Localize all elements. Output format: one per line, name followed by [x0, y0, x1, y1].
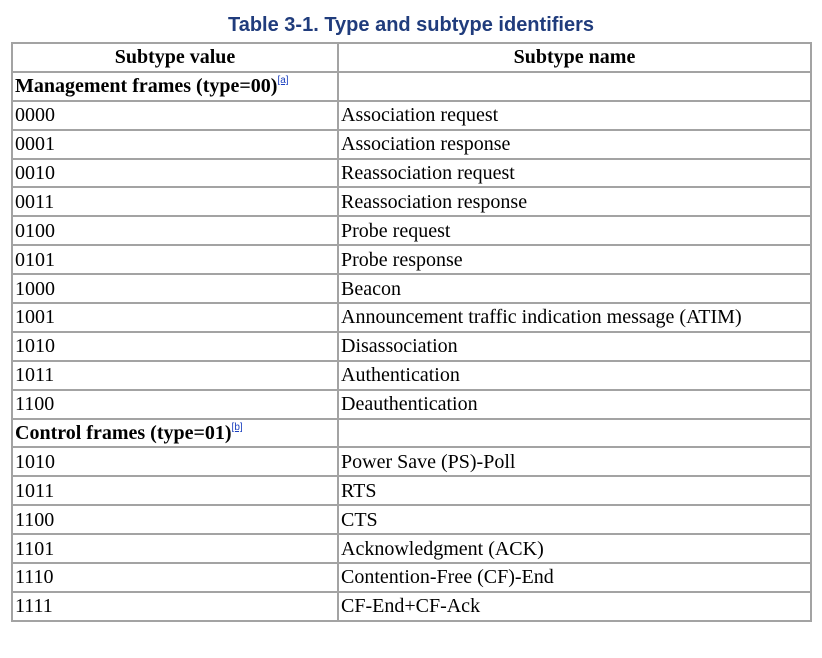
- subtype-name-cell: Announcement traffic indication message (ATIM): [338, 303, 811, 332]
- table-row: [12, 447, 811, 476]
- subtype-name-cell: Association request: [338, 101, 811, 130]
- subtype-name-cell: Reassociation response: [338, 187, 811, 216]
- subtype-value-cell: 1101: [12, 534, 338, 563]
- section-row-management: [12, 72, 811, 101]
- footnote-link[interactable]: [b]: [231, 422, 243, 434]
- subtype-name-cell: Probe request: [338, 216, 811, 245]
- table-row: [12, 390, 811, 419]
- subtype-value-cell: 0011: [12, 187, 338, 216]
- section-title-text: Management frames (type=00): [15, 75, 278, 98]
- subtype-name-cell: CF-End+CF-Ack: [338, 592, 811, 621]
- subtype-value-cell: 1111: [12, 592, 338, 621]
- subtype-name-cell: Reassociation request: [338, 159, 811, 188]
- table-row: [12, 563, 811, 592]
- subtype-name-cell: Acknowledgment (ACK): [338, 534, 811, 563]
- subtype-name-cell: Power Save (PS)-Poll: [338, 447, 811, 476]
- subtype-value-cell: 1011: [12, 361, 338, 390]
- table-row: [12, 130, 811, 159]
- footnote-link[interactable]: [a]: [277, 75, 289, 87]
- subtype-value-cell: 1001: [12, 303, 338, 332]
- table-row: [12, 592, 811, 621]
- subtype-name-cell: Disassociation: [338, 332, 811, 361]
- table-row: [12, 187, 811, 216]
- section-row-control: [12, 419, 811, 448]
- subtype-table: [11, 42, 812, 622]
- subtype-value-cell: 0001: [12, 130, 338, 159]
- table-row: [12, 505, 811, 534]
- section-empty-cell: [338, 72, 811, 101]
- table-row: [12, 216, 811, 245]
- subtype-name-cell: RTS: [338, 476, 811, 505]
- subtype-name-cell: Beacon: [338, 274, 811, 303]
- subtype-value-cell: 1010: [12, 447, 338, 476]
- header-subtype-name: Subtype name: [338, 43, 811, 72]
- subtype-value-cell: 1000: [12, 274, 338, 303]
- section-title-text: Control frames (type=01): [15, 422, 232, 445]
- subtype-name-cell: Deauthentication: [338, 390, 811, 419]
- table-row: [12, 101, 811, 130]
- subtype-value-cell: 0010: [12, 159, 338, 188]
- section-title: [12, 419, 338, 448]
- table-row: [12, 534, 811, 563]
- table-row: [12, 245, 811, 274]
- section-title: [12, 72, 338, 101]
- table-caption: Table 3-1. Type and subtype identifiers: [227, 14, 594, 36]
- subtype-name-cell: Authentication: [338, 361, 811, 390]
- subtype-value-cell: 1011: [12, 476, 338, 505]
- subtype-name-cell: Contention-Free (CF)-End: [338, 563, 811, 592]
- subtype-value-cell: 0101: [12, 245, 338, 274]
- table-row: [12, 332, 811, 361]
- table-row: [12, 476, 811, 505]
- table-row: [12, 159, 811, 188]
- subtype-value-cell: 1010: [12, 332, 338, 361]
- subtype-name-cell: CTS: [338, 505, 811, 534]
- subtype-value-cell: 1100: [12, 390, 338, 419]
- subtype-name-cell: Probe response: [338, 245, 811, 274]
- subtype-value-cell: 1100: [12, 505, 338, 534]
- table-row: [12, 303, 811, 332]
- table-row: [12, 361, 811, 390]
- header-row: [12, 43, 811, 72]
- subtype-value-cell: 1110: [12, 563, 338, 592]
- table-row: [12, 274, 811, 303]
- subtype-value-cell: 0100: [12, 216, 338, 245]
- subtype-name-cell: Association response: [338, 130, 811, 159]
- header-subtype-value: Subtype value: [12, 43, 338, 72]
- section-empty-cell: [338, 419, 811, 448]
- subtype-value-cell: 0000: [12, 101, 338, 130]
